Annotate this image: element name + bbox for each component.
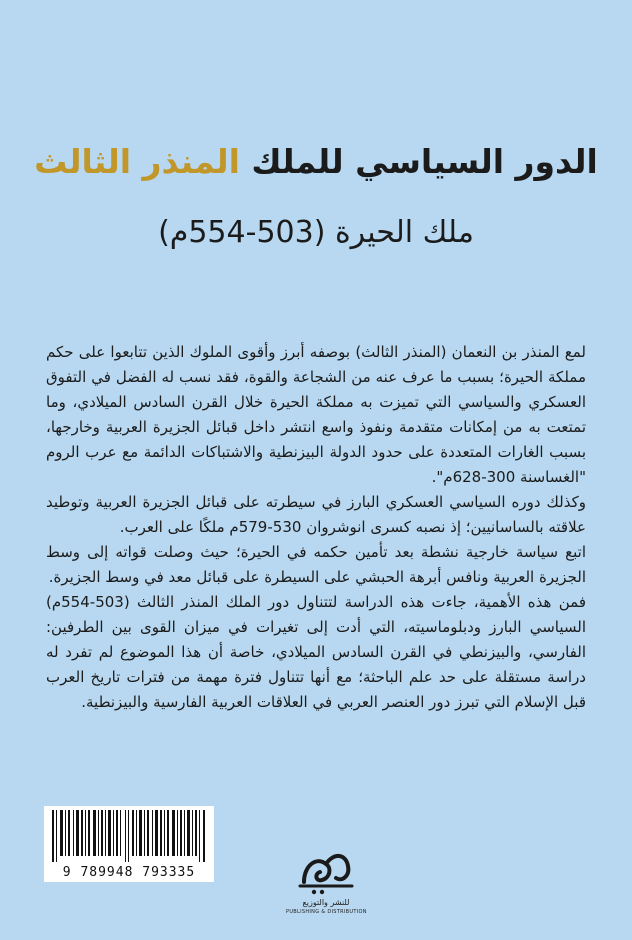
book-title-part1: الدور السياسي للملك: [251, 142, 598, 181]
blurb-paragraph-4: فمن هذه الأهمية، جاءت هذه الدراسة لتتناول دور الملك المنذر الثالث (503-554م) السياسي البارز ودبلوماسيته، التي أدت إلى تغيرات في ميزان القوى بين الطرفين: الفارسي، والبيزنطي في القرن السادس الميلادي، خاصة أن هذا الموضوع لم تفرد له دراسة مستقلة على حد علم الباحثة؛ مع أنها تتناول فترة مهمة من فترات تاريخ العرب قبل الإسلام التي تبرز دور العنصر العربي في العلاقات العربية الفارسية والبيزنطية.: [46, 593, 586, 711]
book-title-accent: المنذر الثالث: [34, 142, 240, 181]
blurb-paragraph-2: وكذلك دوره السياسي العسكري البارز في سيطرته على قبائل الجزيرة العربية وتوطيد علاقته بالساسانيين؛ إذ نصبه كسرى انوشروان 530-579م ملكًا على العرب.: [46, 493, 586, 536]
isbn-barcode: [44, 806, 214, 882]
publisher-logo-mark: [286, 842, 366, 898]
publisher-logo: [286, 842, 366, 922]
publisher-tagline-en: PUBLISHING & DISTRIBUTION: [286, 909, 367, 915]
book-title: [20, 140, 612, 184]
blurb-text: [46, 340, 586, 715]
publisher-tagline-ar: للنشر والتوزيع: [302, 898, 350, 907]
barcode-bars: [48, 810, 210, 862]
book-subtitle: ملك الحيرة (503-554م): [158, 215, 474, 250]
blurb-paragraph-3: اتبع سياسة خارجية نشطة بعد تأمين حكمه في الحيرة؛ حيث وصلت قواته إلى وسط الجزيرة العربية ونافس أبرهة الحبشي على السيطرة على قبائل معد في وسط الجزيرة.: [46, 543, 586, 586]
blurb-paragraph-1: لمع المنذر بن النعمان (المنذر الثالث) بوصفه أبرز وأقوى الملوك الذين تتابعوا على حكم مملكة الحيرة؛ بسبب ما عرف عنه من الشجاعة والقوة، فقد نسب له الفضل في التفوق العسكري والسياسي التي تميزت به مملكة الحيرة خلال القرن السادس الميلادي، وما تمتعت به من إمكانات متقدمة ونفوذ واسع انتشر داخل قبائل الجزيرة العربية وخارجها، بسبب الغارات المتعددة على حدود الدولة البيزنطية والاشتباكات الدائمة مع عرب الروم "الغساسنة 300-628م".: [46, 343, 586, 486]
isbn-number: 9 789948 793335: [62, 865, 196, 880]
